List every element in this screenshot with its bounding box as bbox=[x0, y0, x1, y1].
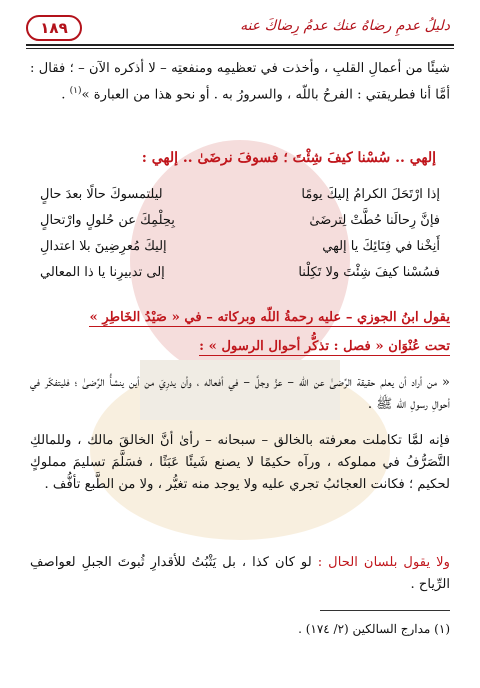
chapter-title: تحت عُنْوَان « فصل : تذكُّر أحوال الرسول » : bbox=[199, 339, 450, 354]
verse-second-hemistich: إليكَ مُعرِضِينَ بلا اعتدالِ bbox=[40, 239, 167, 254]
footnote: (١) مدارج السالكين (٢/ ١٧٤) . bbox=[298, 622, 450, 636]
attribution-line: يقول ابنُ الجوزي – عليه رحمةُ اللّه وبركاته – في « صَيْدُ الخَاطِرِ » bbox=[89, 310, 450, 325]
verse-first-hemistich: فإنَّ رِحالَنا حُطَّتْ لِترضَىٰ bbox=[309, 213, 440, 228]
verse-second-hemistich: بِحِلْمِكَ عن حُلولٍ وارْتحالٍ bbox=[40, 213, 175, 228]
poem-verse bbox=[40, 208, 440, 234]
verse-first-hemistich: إذا ارْتَحَلَ الكرامُ إليكَ يومًا bbox=[301, 187, 440, 202]
paragraph-4 bbox=[30, 552, 450, 596]
poem-verse bbox=[40, 234, 440, 260]
header-rule-thin bbox=[26, 48, 454, 49]
verse-first-hemistich: فسُسْنا كيفَ شِئْتَ ولا تَكِلْنا bbox=[298, 265, 440, 280]
paragraph-4-lead: ولا يقول بلسان الحال : bbox=[317, 555, 450, 570]
footnote-rule bbox=[320, 610, 450, 611]
verse-second-hemistich: ليلتمسوكَ حالًا بعدَ حالٍ bbox=[40, 187, 163, 202]
verse-first-hemistich: أَنِخْنا في فِنَائِكَ يا إلهي bbox=[322, 239, 440, 254]
page-number: ١٨٩ bbox=[26, 15, 82, 41]
header-rule bbox=[26, 44, 454, 46]
running-title: دليلُ عدمِ رضاهُ عنك عدمُ رِضاكَ عنه bbox=[240, 18, 450, 34]
paragraph-3: فإنه لمَّا تكاملت معرفته بالخالق – سبحانه – رأىٰ أنَّ الخالقَ مالك ، وللمالكِ التَّصَرُّفُ في مملوكه ، ورآه حكيمًا لا يصنع شَيئًا عَبَثًا ، فسَلَّمَ تسليمَ مملوكٍ لحكيم ؛ فكانت العجائبُ تجري عليه ولا يوجد منه تغيُّر ، ولا من الطَّبع تأفُّف . bbox=[30, 433, 450, 492]
paragraph-2: « من أراد أن يعلم حقيقة الرِّضىٰ عن اللّه – عزَّ وجلَّ – في أفعاله ، وأن يدرِيَ من أين ينشأُ الرِّضىٰ ؛ فليتفكّر في أحوالِ رسولِ اللّه ﷺ . bbox=[30, 375, 450, 412]
page-header bbox=[26, 12, 454, 46]
footnote-ref: (١) bbox=[69, 86, 82, 96]
paragraph-1: شيئًا من أعمالِ القلبِ ، وأخذت في تعظيمِه ومنفعتِه – لا أذكره الآن – ؛ فقال : أمَّا أنا فطريقتي : الفرحُ باللّه ، والسرورُ به . أو نحو هذا من العبارة »$^{(١)}$ . bbox=[30, 61, 450, 103]
poem-verse bbox=[40, 182, 440, 208]
poem-verse bbox=[40, 260, 440, 286]
poem-heading: إلهي .. سُسْنا كيفَ شِئْتَ ؛ فسوفَ نرضَىٰ .. إلهي : bbox=[141, 150, 436, 166]
poem bbox=[40, 182, 440, 286]
paragraph-1-text: شيئًا من أعمالِ القلبِ ، وأخذت في تعظيمِه ومنفعتِه – لا أذكره الآن – ؛ فقال : أمَّا أنا فطريقتي : الفرحُ باللّه ، والسرورُ به . أو نحو هذا من العبارة » bbox=[30, 61, 450, 103]
paragraph-4-text: لو كان كذا ، بل يَثْبُتُ للأقدارِ ثُبوتَ الجبلِ لعواصفِ الرِّياح . bbox=[30, 555, 450, 592]
verse-second-hemistich: إلى تدبيرِنا يا ذا المعالي bbox=[40, 265, 165, 280]
